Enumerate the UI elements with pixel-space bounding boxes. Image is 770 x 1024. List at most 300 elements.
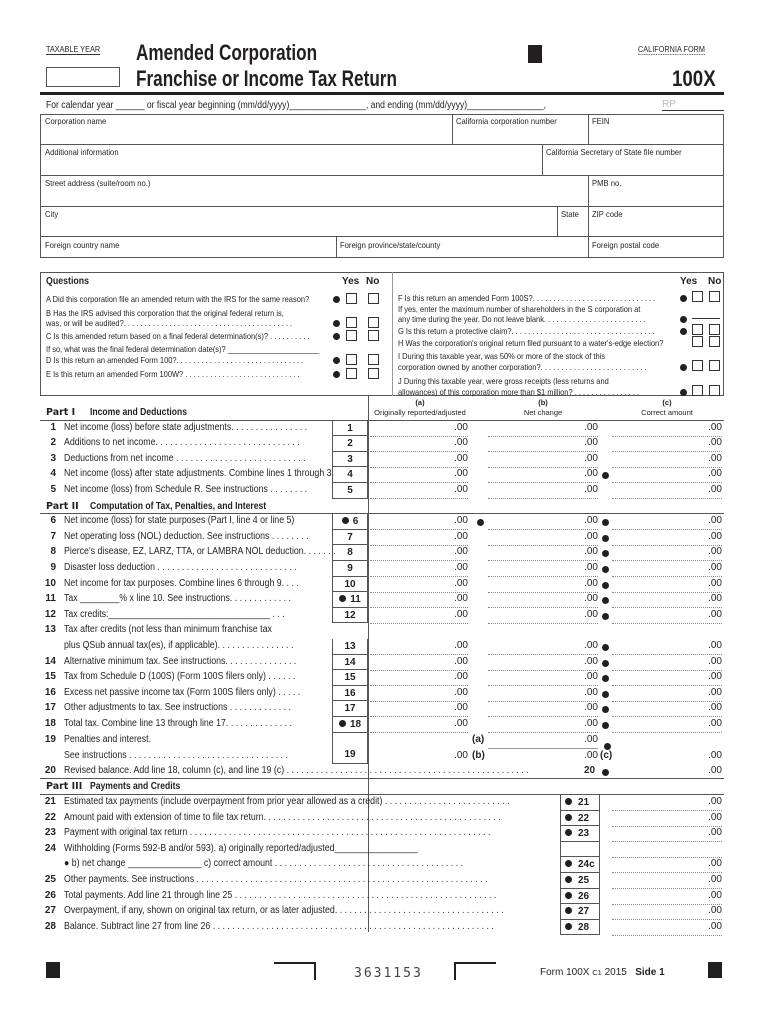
no-header-left: No xyxy=(366,276,380,287)
bullet-icon xyxy=(565,829,572,836)
column-a-amount[interactable]: .00 xyxy=(370,578,468,593)
bullet-icon xyxy=(602,691,609,698)
line-description: Net income for tax purposes. Combine lines 6 through 9. . . . xyxy=(64,577,299,589)
bullet-icon xyxy=(602,769,609,776)
line-box xyxy=(332,655,368,671)
line-box xyxy=(332,561,368,577)
question-12-text: I During this taxable year, was 50% or more of the stock of this xyxy=(398,351,606,361)
line-26 xyxy=(40,889,724,905)
line-description: Total payments. Add line 21 through line 25 . . . . . . . . . . . . . . . . . . . . . . . . . . . . . . . . . . . . . . . . . . . . . . . . . . . . . . xyxy=(64,889,497,901)
question-no-checkbox[interactable] xyxy=(368,354,379,365)
amount[interactable]: .00 xyxy=(612,874,722,889)
line-1 xyxy=(40,421,724,437)
line-box xyxy=(560,873,600,889)
registration-mark-left xyxy=(46,962,60,978)
amount[interactable]: .00 xyxy=(612,921,722,936)
question-yes-checkbox[interactable] xyxy=(346,317,357,328)
line-7 xyxy=(40,530,724,546)
line-description: Other payments. See instructions . . . . . . . . . . . . . . . . . . . . . . . . . . . . . . . . . . . . . . . . . . . . . . . . . . . . . . . . . . . . xyxy=(64,874,488,885)
sub-a-label: (a) xyxy=(472,733,485,745)
bullet-icon xyxy=(477,519,484,526)
bullet-icon xyxy=(342,517,349,524)
line-6 xyxy=(40,514,724,530)
no-header-right: No xyxy=(708,276,722,287)
column-c-amount[interactable]: .00 xyxy=(612,687,722,702)
line-box xyxy=(332,483,368,499)
column-a-amount[interactable]: .00 xyxy=(370,437,468,452)
line-box-number: 2 xyxy=(347,438,353,450)
line-box-number: 4 xyxy=(347,469,353,481)
line-24 xyxy=(40,842,724,858)
fein-field[interactable]: FEIN xyxy=(592,116,610,126)
question-yes-checkbox[interactable] xyxy=(346,293,357,304)
column-a-amount[interactable]: .00 xyxy=(370,702,468,717)
line-11 xyxy=(40,592,724,608)
bullet-icon xyxy=(602,566,609,573)
line-number: 10 xyxy=(44,577,56,589)
header-rule xyxy=(40,92,724,95)
line-number: 23 xyxy=(44,827,56,839)
column-c-amount[interactable]: .00 xyxy=(612,422,722,437)
line-19 xyxy=(40,733,724,764)
amount[interactable]: .00 xyxy=(612,827,722,842)
line-8 xyxy=(40,545,724,561)
bullet-icon xyxy=(333,357,340,364)
state-field[interactable]: State xyxy=(561,209,579,219)
line-description: Tax after credits (not less than minimum franchise tax xyxy=(64,624,272,636)
line-5 xyxy=(40,483,724,499)
line-description: See instructions . . . . . . . . . . . . . . . . . . . . . . . . . . . . . . . . . xyxy=(64,749,288,761)
part-tag: Part III xyxy=(46,781,83,793)
part-3-title: Payments and Credits xyxy=(90,781,181,793)
ca-corporation-number-field[interactable]: California corporation number xyxy=(456,116,557,126)
question-11-text: H Was the corporation's original return filed pursuant to a water's-edge election? xyxy=(398,338,664,348)
line-number: 24 xyxy=(44,842,56,854)
bullet-icon xyxy=(680,389,687,396)
line-description: Tax from Schedule D (100S) (Form 100S filers only) . . . . . . xyxy=(64,671,296,683)
line-number: 26 xyxy=(44,889,56,901)
line-box-number: 7 xyxy=(347,531,353,543)
column-c-amount[interactable]: .00 xyxy=(612,718,722,733)
column-b-amount[interactable]: .00 xyxy=(488,453,598,468)
bullet-icon xyxy=(602,613,609,620)
bullet-icon xyxy=(602,519,609,526)
line-number: 18 xyxy=(44,718,56,729)
line-description: Alternative minimum tax. See instructions. . . . . . . . . . . . . . . xyxy=(64,655,297,667)
column-a-amount[interactable]: .00 xyxy=(370,656,468,671)
column-c-amount[interactable]: .00 xyxy=(708,749,722,761)
question-no-checkbox[interactable] xyxy=(368,368,379,379)
sub-b-label: (b) xyxy=(472,749,485,761)
bullet-icon xyxy=(602,706,609,713)
question-no-checkbox[interactable] xyxy=(368,330,379,341)
line-box-number: 14 xyxy=(344,656,356,668)
line-description: Deductions from net income . . . . . . . . . . . . . . . . . . . . . . . . . . . xyxy=(64,452,306,464)
foreign-postal-code-field[interactable]: Foreign postal code xyxy=(592,240,660,250)
column-c-amount[interactable]: .00 xyxy=(612,531,722,546)
question-8-text: If yes, enter the maximum number of shareholders in the S corporation at xyxy=(398,304,641,314)
line-description: Other adjustments to tax. See instructions . . . . . . . . . . . . . xyxy=(64,702,291,714)
line-box xyxy=(332,639,368,655)
bullet-icon xyxy=(602,675,609,682)
line-4 xyxy=(40,467,724,483)
part-tag: Part I xyxy=(46,407,76,418)
column-a-header: (a) Originally reported/adjusted xyxy=(374,398,466,417)
column-c-amount[interactable]: .00 xyxy=(612,484,722,499)
line-number: 7 xyxy=(50,530,56,542)
line-box-number: 21 xyxy=(578,797,590,808)
taxable-year-label: TAXABLE YEAR xyxy=(46,44,101,54)
bullet-icon xyxy=(565,860,572,867)
column-c-header: (c) Correct amount xyxy=(641,398,693,417)
line-box-number: 6 xyxy=(352,516,359,528)
line-box xyxy=(332,530,368,546)
amount[interactable] xyxy=(612,843,722,858)
column-b-amount[interactable]: .00 xyxy=(488,671,598,686)
question-7-text: F Is this return an amended Form 100S?. . . . . . . . . . . . . . . . . . . . . . . . . . . . . . xyxy=(398,293,656,303)
question-9-text: any time during the year. Do not leave blank. . . . . . . . . . . . . . . . . . . . . . . . . xyxy=(398,314,646,324)
column-b-amount[interactable]: .00 xyxy=(488,422,598,437)
rp-field[interactable]: RP xyxy=(662,99,724,111)
line-number: 17 xyxy=(44,702,56,714)
amount[interactable]: .00 xyxy=(612,796,722,811)
line-description: plus QSub annual tax(es), if applicable). . . . . . . . . . . . . . . . xyxy=(64,640,294,651)
line-description: Disaster loss deduction . . . . . . . . . . . . . . . . . . . . . . . . . . . . . xyxy=(64,562,297,573)
column-c-amount[interactable]: .00 xyxy=(612,546,722,561)
bullet-icon xyxy=(602,472,609,479)
column-c-amount[interactable]: .00 xyxy=(612,671,722,686)
amount[interactable]: .00 xyxy=(612,858,722,873)
question-yes-checkbox[interactable] xyxy=(346,354,357,365)
column-b-amount[interactable]: .00 xyxy=(488,718,598,733)
column-a-amount[interactable]: .00 xyxy=(370,718,468,733)
question-14-text: J During this taxable year, were gross receipts (less returns and xyxy=(398,376,609,386)
amount[interactable]: .00 xyxy=(612,905,722,920)
part-header xyxy=(40,499,724,515)
bullet-icon xyxy=(602,722,609,729)
question-yes-checkbox[interactable] xyxy=(346,368,357,379)
barcode-number: 3631153 xyxy=(354,966,423,981)
column-b-amount[interactable]: .00 xyxy=(488,515,598,530)
line-12 xyxy=(40,608,724,624)
line-number: 14 xyxy=(44,655,56,667)
line-description: Net income (loss) before state adjustments. . . . . . . . . . . . . . . . xyxy=(64,421,308,433)
column-a-amount[interactable]: .00 xyxy=(370,453,468,468)
question-4-text: If so, what was the final federal determination date(s)? ______________________ xyxy=(46,344,320,354)
column-a-amount[interactable]: .00 xyxy=(370,562,468,577)
taxable-year-field[interactable] xyxy=(46,67,120,87)
line-description: Balance. Subtract line 27 from line 26 . . . . . . . . . . . . . . . . . . . . . . . . . . . . . . . . . . . . . . . . . . . . . . . . . . . . . . . . . . xyxy=(64,920,494,932)
sub-c-label: (c) xyxy=(600,749,613,761)
bullet-icon xyxy=(565,907,572,914)
column-c-amount[interactable]: .00 xyxy=(612,640,722,655)
corporation-name-field[interactable]: Corporation name xyxy=(45,116,107,126)
bullet-icon xyxy=(333,320,340,327)
column-b-interest-amount[interactable]: .00 xyxy=(584,749,598,761)
line-number: 1 xyxy=(50,421,56,433)
line-number: 9 xyxy=(50,562,56,573)
column-a-amount[interactable]: .00 xyxy=(370,687,468,702)
line-21 xyxy=(40,795,724,811)
line-box xyxy=(560,889,600,905)
column-b-amount[interactable]: .00 xyxy=(488,687,598,702)
column-a-amount[interactable]: .00 xyxy=(370,640,468,655)
column-b-amount[interactable]: .00 xyxy=(488,546,598,561)
line-box-number: 20 xyxy=(584,764,596,776)
zip-field[interactable]: ZIP code xyxy=(592,209,623,219)
line-box-number: 12 xyxy=(344,609,356,621)
registration-mark xyxy=(528,45,542,63)
bullet-icon xyxy=(680,328,687,335)
bullet-icon xyxy=(565,923,572,930)
line-cont xyxy=(40,639,724,655)
line-box-number: 9 xyxy=(347,563,353,574)
line-description: Tax credits:_________________________________ . . . xyxy=(64,608,285,620)
question-yes-checkbox[interactable] xyxy=(692,360,703,371)
line-22 xyxy=(40,811,724,827)
line-box-number: 24c xyxy=(578,859,595,871)
column-b-amount[interactable]: .00 xyxy=(488,468,598,483)
line-number: 12 xyxy=(44,608,56,620)
column-c-amount[interactable]: .00 xyxy=(612,656,722,671)
pmb-field[interactable]: PMB no. xyxy=(592,178,622,188)
line-box xyxy=(332,592,368,608)
column-c-amount[interactable]: .00 xyxy=(612,702,722,717)
additional-information-field[interactable]: Additional information xyxy=(45,147,119,157)
bullet-icon xyxy=(602,535,609,542)
column-c-amount[interactable]: .00 xyxy=(612,562,722,577)
form-title: Amended Corporation Franchise or Income Tax Return xyxy=(136,40,397,91)
column-c-amount[interactable]: .00 xyxy=(612,578,722,593)
line-box xyxy=(332,436,368,452)
line-description: Total tax. Combine line 13 through line 17. . . . . . . . . . . . . . xyxy=(64,718,292,729)
column-b-amount[interactable]: .00 xyxy=(488,640,598,655)
line-description: Amount paid with extension of time to file tax return. . . . . . . . . . . . . . . . . . . . . . . . . . . . . . . . . . . . . . . . . . . . . . . . . xyxy=(64,811,501,823)
bullet-icon xyxy=(680,364,687,371)
question-yes-checkbox[interactable] xyxy=(692,324,703,335)
column-a-amount[interactable]: .00 xyxy=(370,593,468,608)
form-number: 100X xyxy=(672,66,716,91)
line-number: 28 xyxy=(44,920,56,932)
line-box-number: 22 xyxy=(578,812,590,824)
column-a-amount[interactable]: .00 xyxy=(370,422,468,437)
line-number: 5 xyxy=(50,484,56,495)
question-yes-checkbox[interactable] xyxy=(692,385,703,396)
line-number: 8 xyxy=(50,546,56,558)
line-box xyxy=(560,795,600,811)
line-description: Revised balance. Add line 18, column (c), and line 19 (c) . . . . . . . . . . . . . . . . . . . . . . . . . . . . . . . . . . . . . . . . . . . . . . . . . . xyxy=(64,764,529,776)
line-description: Net income (loss) after state adjustments. Combine lines 1 through 3. xyxy=(64,468,334,480)
line-9 xyxy=(40,561,724,577)
line-box-number: 26 xyxy=(578,890,590,902)
registration-mark-right xyxy=(708,962,722,978)
foreign-province-field[interactable]: Foreign province/state/county xyxy=(340,240,441,250)
bullet-icon xyxy=(602,597,609,604)
line-box xyxy=(560,857,600,873)
column-a-amount[interactable]: .00 xyxy=(370,609,468,624)
line-description: Overpayment, if any, shown on original tax return, or as later adjusted. . . . . . . . . . . . . . . . . . . . . . . . . . . . . . . . . . . xyxy=(64,905,504,917)
line-number: 22 xyxy=(44,811,56,823)
line-box xyxy=(332,686,368,702)
part-header xyxy=(40,405,724,421)
line-box xyxy=(332,514,368,530)
bullet-icon xyxy=(602,582,609,589)
question-13-text: corporation owned by another corporation?. . . . . . . . . . . . . . . . . . . . . . . . . . xyxy=(398,362,647,372)
question-3-text: C Is this amended return based on a final federal determination(s)? . . . . . . . . . . xyxy=(46,331,310,341)
line-box-number: 3 xyxy=(347,453,353,465)
amount[interactable]: .00 xyxy=(612,812,722,827)
line-number: 21 xyxy=(44,796,56,807)
question-yes-checkbox[interactable] xyxy=(692,291,703,302)
question-0-text: A Did this corporation file an amended return with the IRS for the same reason? xyxy=(46,294,310,304)
line-description: Net income (loss) from Schedule R. See instructions . . . . . . . . xyxy=(64,484,308,495)
question-no-checkbox[interactable] xyxy=(709,360,720,371)
line-box xyxy=(560,826,600,842)
column-a-amount[interactable]: .00 xyxy=(370,468,468,483)
line-box xyxy=(332,701,368,717)
period-line[interactable]: For calendar year ______ or fiscal year beginning (mm/dd/yyyy)________________, and ending (mm/dd/yyyy)________________, xyxy=(46,100,547,111)
column-c-amount[interactable]: .00 xyxy=(612,453,722,468)
line-description: Penalties and interest. xyxy=(64,733,152,745)
line-box xyxy=(332,452,368,468)
line-20 xyxy=(40,764,724,780)
column-b-header: (b) Net change xyxy=(523,398,563,417)
column-a-amount[interactable]: .00 xyxy=(370,546,468,561)
line-box-number: 16 xyxy=(344,687,356,699)
line-18 xyxy=(40,717,724,733)
column-b-amount[interactable]: .00 xyxy=(488,578,598,593)
line-2 xyxy=(40,436,724,452)
column-b-amount[interactable]: .00 xyxy=(488,593,598,608)
line-description: ● b) net change _______________ c) correct amount . . . . . . . . . . . . . . . . . . . . . . . . . . . . . . . . . . . . . . . xyxy=(64,858,464,870)
line-box-number: 18 xyxy=(349,719,362,730)
line-box: 19 xyxy=(332,733,368,764)
line-box-number: 8 xyxy=(347,547,353,559)
footer-form-id: Form 100X C1 2015 Side 1 xyxy=(540,967,665,978)
column-c-amount[interactable]: .00 xyxy=(612,468,722,483)
line-box-number: 10 xyxy=(344,578,356,590)
column-c-amount[interactable]: .00 xyxy=(612,515,722,530)
line-number: 20 xyxy=(44,764,56,776)
column-b-amount[interactable]: .00 xyxy=(488,531,598,546)
line-number: 13 xyxy=(44,624,56,636)
bullet-icon xyxy=(565,814,572,821)
question-5-text: D Is this return an amended Form 100?. . . . . . . . . . . . . . . . . . . . . . . . . . . . . . . xyxy=(46,355,304,365)
bullet-icon xyxy=(333,296,340,303)
line-box-number: 25 xyxy=(578,875,590,886)
question-no-checkbox[interactable] xyxy=(709,324,720,335)
line-box xyxy=(560,842,600,858)
line-box-number: 13 xyxy=(344,641,356,652)
question-no-checkbox[interactable] xyxy=(709,336,720,347)
question-6-text: E Is this return an amended Form 100W? . . . . . . . . . . . . . . . . . . . . . . . . . . . . xyxy=(46,369,300,379)
line-number: 15 xyxy=(44,671,56,683)
line-box-number: 1 xyxy=(347,422,353,434)
question-no-checkbox[interactable] xyxy=(709,385,720,396)
line-box xyxy=(560,811,600,827)
bullet-icon xyxy=(333,371,340,378)
city-field[interactable]: City xyxy=(45,209,59,219)
bullet-icon xyxy=(565,892,572,899)
question-no-checkbox[interactable] xyxy=(368,293,379,304)
line-box xyxy=(332,717,368,733)
line-number: 11 xyxy=(45,593,56,605)
shareholders-count-field[interactable] xyxy=(692,311,720,319)
questions-title: Questions xyxy=(46,276,90,287)
yes-header-left: Yes xyxy=(342,276,360,287)
line-description: Excess net passive income tax (Form 100S filers only) . . . . . xyxy=(64,686,301,698)
column-b-amount[interactable]: .00 xyxy=(488,562,598,577)
column-b-amount[interactable]: .00 xyxy=(488,484,598,499)
column-a-amount[interactable]: .00 xyxy=(370,515,468,530)
bullet-icon xyxy=(339,595,346,602)
sos-file-number-field[interactable]: California Secretary of State file number xyxy=(546,147,682,157)
line-3 xyxy=(40,452,724,468)
column-a-amount[interactable]: .00 xyxy=(454,749,468,761)
question-yes-checkbox[interactable] xyxy=(346,330,357,341)
line-24c xyxy=(40,857,724,873)
part-2-title: Computation of Tax, Penalties, and Interest xyxy=(90,500,267,512)
line-box xyxy=(332,467,368,483)
question-no-checkbox[interactable] xyxy=(709,291,720,302)
line-number: 16 xyxy=(44,686,56,698)
question-15-text: allowances) of this corporation more than $1 million? . . . . . . . . . . . . . . . . xyxy=(398,387,640,397)
line-number: 2 xyxy=(50,437,56,449)
part-1-title: Income and Deductions xyxy=(90,407,188,418)
line-box xyxy=(332,545,368,561)
column-b-amount[interactable]: .00 xyxy=(488,437,598,452)
column-c-amount[interactable]: .00 xyxy=(708,764,722,776)
line-number: 27 xyxy=(44,905,56,917)
line-description: Payment with original tax return . . . . . . . . . . . . . . . . . . . . . . . . . . . . . . . . . . . . . . . . . . . . . . . . . . . . . . . . . . . . . . xyxy=(64,827,491,839)
line-description: Net operating loss (NOL) deduction. See instructions . . . . . . . . xyxy=(64,530,309,542)
column-b-amount[interactable]: .00 xyxy=(488,609,598,624)
question-yes-checkbox[interactable] xyxy=(692,336,703,347)
line-number: 3 xyxy=(50,452,56,464)
line-box xyxy=(560,920,600,936)
column-a-amount[interactable]: .00 xyxy=(370,671,468,686)
line-10 xyxy=(40,577,724,593)
bullet-icon xyxy=(565,876,572,883)
column-c-amount[interactable]: .00 xyxy=(612,609,722,624)
foreign-country-field[interactable]: Foreign country name xyxy=(45,240,120,250)
line-box-number: 15 xyxy=(344,672,356,684)
bullet-icon xyxy=(602,644,609,651)
california-form-label: CALIFORNIA FORM xyxy=(638,44,706,54)
line-description: Additions to net income. . . . . . . . . . . . . . . . . . . . . . . . . . . . . . xyxy=(64,437,300,449)
column-b-amount[interactable]: .00 xyxy=(488,702,598,717)
column-a-amount[interactable]: .00 xyxy=(370,531,468,546)
question-1-text: B Has the IRS advised this corporation that the original federal return is, xyxy=(46,308,284,318)
column-c-amount[interactable]: .00 xyxy=(612,593,722,608)
line-box-number: 23 xyxy=(578,828,590,840)
bullet-icon xyxy=(565,798,572,805)
question-no-checkbox[interactable] xyxy=(368,317,379,328)
line-number: 25 xyxy=(44,874,56,885)
column-b-penalty-amount[interactable]: .00 xyxy=(488,734,598,749)
part-tag: Part II xyxy=(46,500,79,512)
street-address-field[interactable]: Street address (suite/room no.) xyxy=(45,178,151,188)
bullet-icon xyxy=(602,660,609,667)
column-c-amount[interactable]: .00 xyxy=(612,437,722,452)
line-28 xyxy=(40,920,724,936)
line-description: Net income (loss) for state purposes (Part I, line 4 or line 5) xyxy=(64,515,295,527)
line-13 xyxy=(40,623,724,639)
line-box xyxy=(332,421,368,437)
column-b-amount[interactable]: .00 xyxy=(488,656,598,671)
amount[interactable]: .00 xyxy=(612,890,722,905)
column-a-amount[interactable]: .00 xyxy=(370,484,468,499)
